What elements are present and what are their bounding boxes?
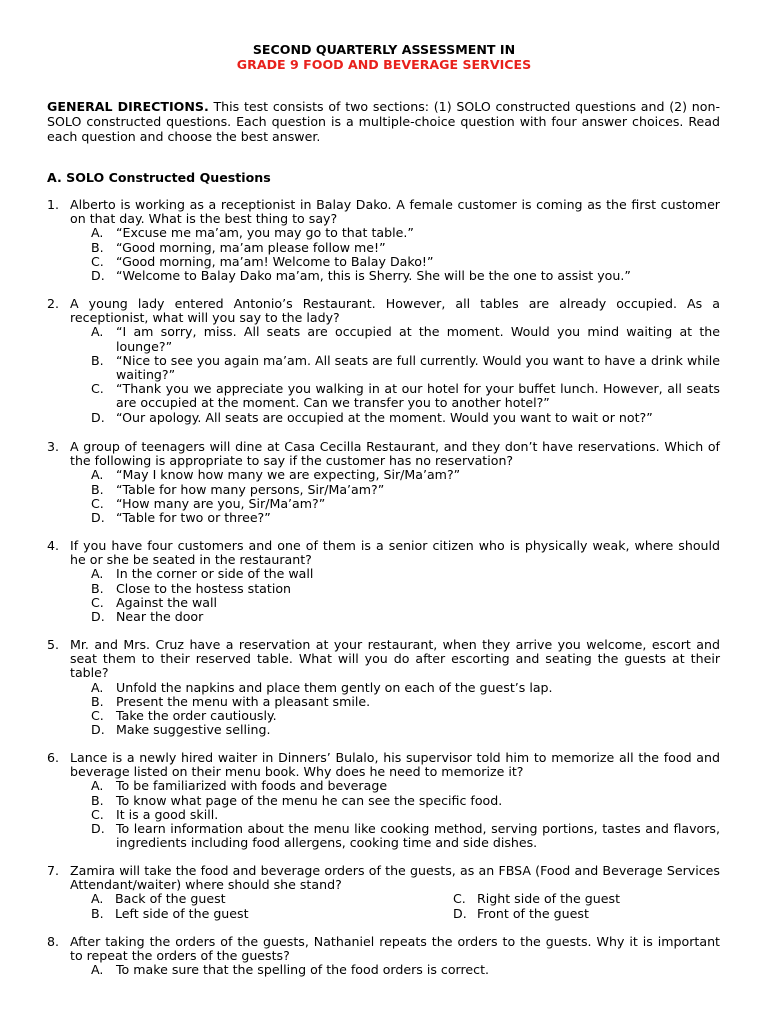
question-text: Alberto is working as a receptionist in Balay Dako. A female customer is coming as the first customer on that day. What is the best thing to say? bbox=[70, 197, 720, 227]
option-a: A. To make sure that the spelling of the food orders is correct. bbox=[91, 962, 490, 978]
question-text: A young lady entered Antonio’s Restaurant. However, all tables are already occupied. As a receptionist, what will you say to the lady? bbox=[70, 296, 720, 326]
directions-text: This test consists of two sections: (1) SOLO constructed questions and (2) non-SOLO constructed questions. Each question is a multiple-choice question with four answer choices. Read each question and choose the best answer. bbox=[47, 99, 720, 144]
option-a: A. To be familiarized with foods and beverage bbox=[91, 778, 388, 794]
question-2 bbox=[47, 297, 720, 425]
option-d: D. “Table for two or three?” bbox=[91, 510, 271, 526]
general-directions bbox=[47, 99, 720, 144]
question-text: Lance is a newly hired waiter in Dinners’ Bulalo, his supervisor told him to memorize all the food and beverage listed on their menu book. Why does he need to memorize it? bbox=[70, 750, 720, 780]
question-number: 6. bbox=[47, 750, 60, 765]
option-a: A. “Excuse me ma’am, you may go to that table.” bbox=[91, 225, 414, 241]
option-a: A. In the corner or side of the wall bbox=[91, 566, 314, 582]
directions-label: GENERAL DIRECTIONS. bbox=[47, 99, 209, 114]
question-number: 4. bbox=[47, 538, 60, 553]
option-a: A. “I am sorry, miss. All seats are occupied at the moment. Would you mind waiting at the lounge?” bbox=[91, 324, 720, 354]
question-number: 3. bbox=[47, 439, 60, 454]
option-b: B. “Table for how many persons, Sir/Ma’am?” bbox=[91, 481, 385, 497]
question-number: 8. bbox=[47, 934, 60, 949]
option-c: C. “Good morning, ma’am! Welcome to Balay Dako!” bbox=[91, 253, 434, 269]
option-b: B. “Good morning, ma’am please follow me!” bbox=[91, 239, 386, 255]
question-8 bbox=[47, 935, 720, 978]
title-line-2: GRADE 9 FOOD AND BEVERAGE SERVICES bbox=[236, 57, 532, 72]
options-grid: A. Back of the guest B. Left side of the guest C. Right side of the guest D. Front of the guest bbox=[91, 891, 621, 921]
question-7 bbox=[47, 864, 720, 921]
option-d: D. Make suggestive selling. bbox=[91, 722, 271, 738]
option-b: B. “Nice to see you again ma’am. All seats are full currently. Would you want to have a drink while waiting?” bbox=[91, 352, 720, 383]
question-1 bbox=[47, 198, 720, 283]
question-6 bbox=[47, 751, 720, 850]
option-c: C. Take the order cautiously. bbox=[91, 708, 277, 724]
question-number: 1. bbox=[47, 197, 60, 212]
question-4 bbox=[47, 539, 720, 624]
option-c: C. “Thank you we appreciate you walking in at our hotel for your buffet lunch. However, all seats are occupied at the moment. Can we transfer you to another hotel?” bbox=[91, 381, 720, 411]
question-5 bbox=[47, 638, 720, 737]
question-text: Zamira will take the food and beverage orders of the guests, as an FBSA (Food and Beverage Services Attendant/waiter) where should she stand? bbox=[70, 863, 720, 893]
title-line-1: SECOND QUARTERLY ASSESSMENT IN bbox=[252, 42, 516, 57]
option-b: B. Present the menu with a pleasant smile. bbox=[91, 693, 371, 709]
question-text: Mr. and Mrs. Cruz have a reservation at your restaurant, when they arrive you welcome, escort and seat them to their reserved table. What will you do after escorting and seating the guests at their table? bbox=[70, 637, 720, 681]
question-text: A group of teenagers will dine at Casa Cecilla Restaurant, and they don’t have reservations. Which of the following is appropriate to say if the customer has no reservation? bbox=[70, 439, 720, 469]
option-d: D. To learn information about the menu like cooking method, serving portions, tastes and flavors, ingredients including food allergens, cooking time and side dishes. bbox=[91, 821, 720, 851]
option-a: A. Unfold the napkins and place them gently on each of the guest’s lap. bbox=[91, 679, 553, 695]
option-b: B. To know what page of the menu he can see the specific food. bbox=[91, 792, 503, 808]
option-c: C. Against the wall bbox=[91, 594, 217, 610]
option-d: D. “Welcome to Balay Dako ma’am, this is Sherry. She will be the one to assist you.” bbox=[91, 268, 631, 284]
question-text: After taking the orders of the guests, Nathaniel repeats the orders to the guests. Why it is important to repeat the orders of the guests? bbox=[70, 934, 720, 964]
option-b: B. Close to the hostess station bbox=[91, 580, 292, 596]
question-number: 5. bbox=[47, 637, 60, 652]
question-number: 7. bbox=[47, 863, 60, 878]
option-c: C. It is a good skill. bbox=[91, 806, 219, 822]
option-d: D. Near the door bbox=[91, 609, 204, 625]
option-a: A. “May I know how many we are expecting, Sir/Ma’am?” bbox=[91, 467, 461, 483]
option-d: D. “Our apology. All seats are occupied at the moment. Would you want to wait or not?” bbox=[91, 409, 653, 425]
section-a-heading: A. SOLO Constructed Questions bbox=[47, 170, 271, 185]
question-text: If you have four customers and one of them is a senior citizen who is physically weak, where should he or she be seated in the restaurant? bbox=[70, 538, 720, 568]
question-3 bbox=[47, 440, 720, 525]
option-c: C. “How many are you, Sir/Ma’am?” bbox=[91, 495, 326, 511]
question-number: 2. bbox=[47, 296, 60, 311]
